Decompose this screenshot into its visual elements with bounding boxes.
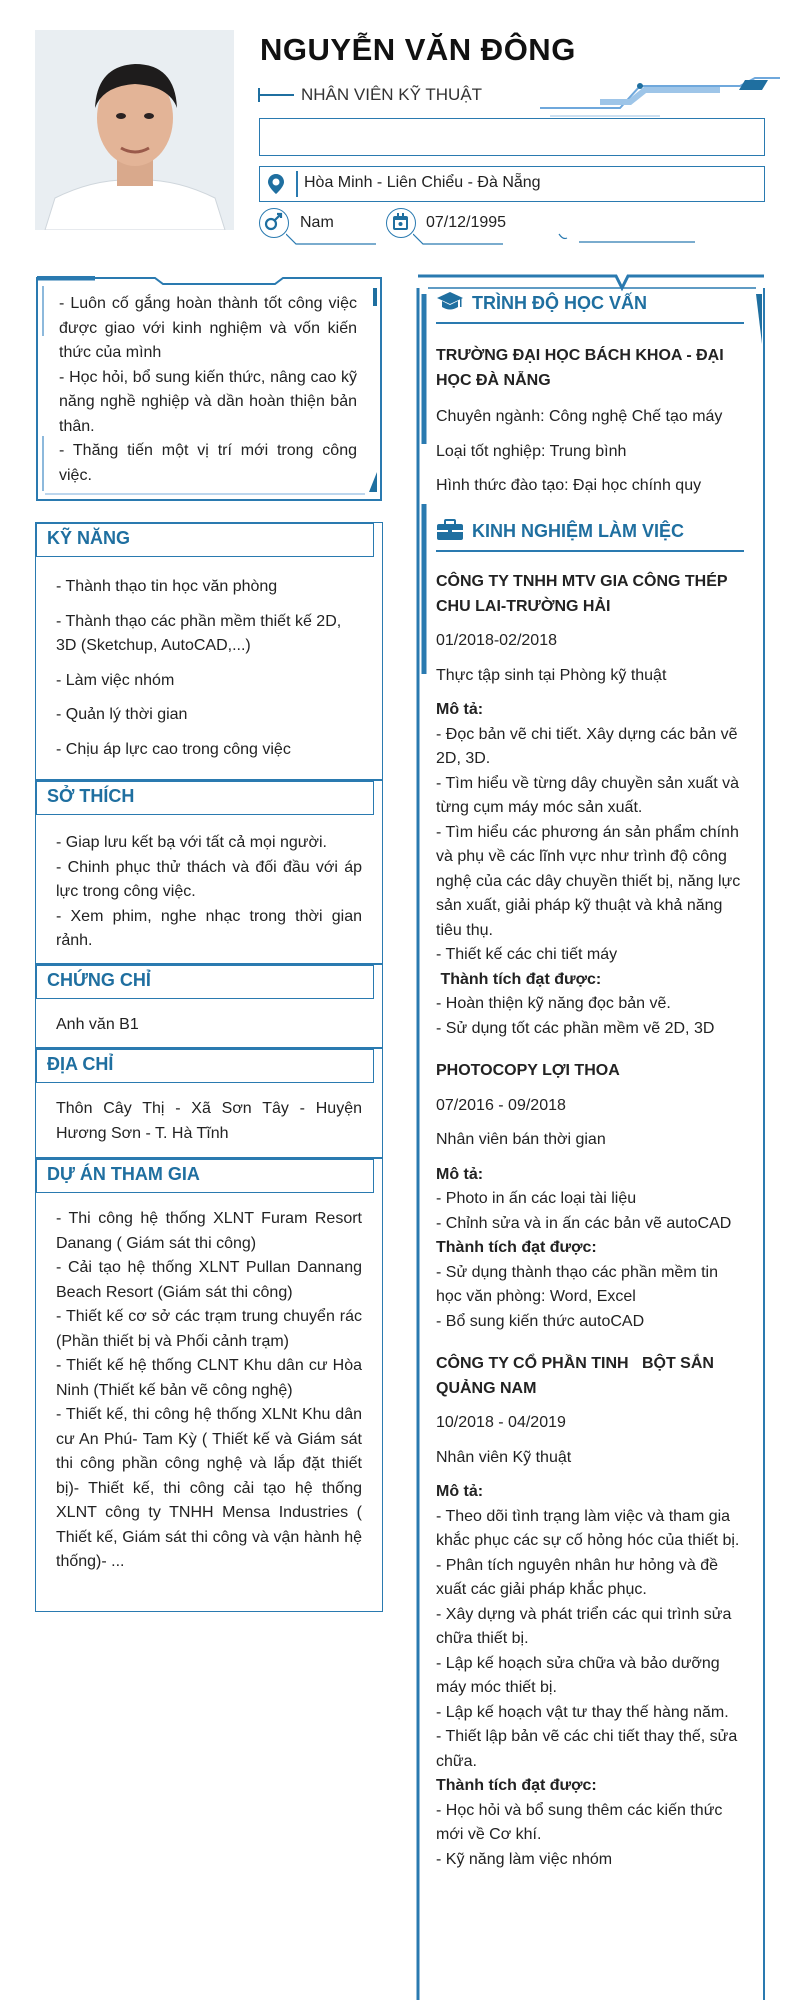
skills-list xyxy=(56,575,366,772)
project-item: - Thiết kế hệ thống CLNT Khu dân cư Hòa Ninh (Thiết kế bản vẽ công nghệ) xyxy=(56,1357,362,1399)
location-pin-icon xyxy=(266,173,286,200)
birthday-underline xyxy=(413,232,503,246)
certificates-title-box xyxy=(36,965,374,999)
education-grade: Loại tốt nghiệp: Trung bình xyxy=(436,442,627,460)
hobby-item: - Giap lưu kết bạ với tất cả mọi người. xyxy=(56,834,327,851)
skill-item: - Làm việc nhóm xyxy=(56,671,175,689)
education-mode: Hình thức đào tạo: Đại học chính quy xyxy=(436,477,702,494)
objective-box xyxy=(35,276,383,502)
calendar-icon xyxy=(386,208,416,238)
projects-title: DỰ ÁN THAM GIA xyxy=(47,1164,200,1184)
projects-title-box xyxy=(36,1159,374,1193)
experience-title: KINH NGHIỆM LÀM VIỆC xyxy=(472,521,685,541)
project-item: - Thiết kế, thi công hệ thống XLNt Khu dân cư An Phú- Tam Kỳ ( Thiết kế và Giám sát thi công phần công nghệ và lắp đặt thiết bị)- Thiết kế, thi công cải tạo hệ thống XLNT công ty TNHH Mensa Industries ( Thiết kế, Giám sát thi công và vận hành hệ thống)- ... xyxy=(56,1406,362,1570)
address-title: ĐỊA CHỈ xyxy=(47,1054,114,1074)
projects-list xyxy=(56,1207,362,1575)
job-desc: - Đọc bản vẽ chi tiết. Xây dựng các bản vẽ 2D, 3D. - Tìm hiểu về từng dây chuyền sản xuất và từng cụm máy móc sản xuất. - Tìm hiểu các phương án sản phẩm chính và phụ về các lĩnh vực như trình độ công nghệ của các dây chuyền thiết bị, năng lực sản xuất, giải pháp kỹ thuật và khả năng tiêu thụ. - Thiết kế các chi tiết máy xyxy=(436,725,741,963)
project-item: - Thi công hệ thống XLNT Furam Resort Danang ( Giám sát thi công) xyxy=(56,1210,362,1252)
objective-line: - Thăng tiến một vị trí mới trong công việc. xyxy=(59,442,357,484)
skills-title: KỸ NĂNG xyxy=(47,528,131,548)
address-text: Hòa Minh - Liên Chiểu - Đà Nẵng xyxy=(304,174,541,191)
experience-item xyxy=(436,570,744,1041)
hobbies-list xyxy=(56,831,362,954)
job-company: PHOTOCOPY LỢI THOA xyxy=(436,1062,620,1079)
job-ach: - Học hỏi và bổ sung thêm các kiến thức mới về Cơ khí. - Kỹ năng làm việc nhóm xyxy=(436,1801,723,1868)
education-block xyxy=(436,344,736,499)
objective-text xyxy=(59,292,357,488)
experience-item xyxy=(436,1059,744,1334)
job-ach: - Sử dụng thành thạo các phần mềm tin học văn phòng: Word, Excel - Bổ sung kiến thức autoCAD xyxy=(436,1263,718,1330)
job-period: 01/2018-02/2018 xyxy=(436,632,557,649)
job-position: Nhân viên Kỹ thuật xyxy=(436,1448,572,1466)
experience-rule xyxy=(436,550,744,552)
experience-item xyxy=(436,1352,744,1872)
skill-item: - Thành thạo tin học văn phòng xyxy=(56,578,278,595)
contact-blank-field xyxy=(259,118,765,156)
job-desc-label: Mô tả: xyxy=(436,1165,484,1183)
education-school: TRƯỜNG ĐẠI HỌC BÁCH KHOA - ĐẠI HỌC ĐÀ NẴNG xyxy=(436,347,724,389)
graduation-cap-icon xyxy=(436,290,464,319)
address-title-box xyxy=(36,1049,374,1083)
education-rule xyxy=(436,322,744,324)
address-section xyxy=(35,1048,383,1158)
address-field xyxy=(259,166,765,202)
job-title: NHÂN VIÊN KỸ THUẬT xyxy=(301,85,483,104)
certificates-text: Anh văn B1 xyxy=(56,1016,139,1033)
education-title: TRÌNH ĐỘ HỌC VẤN xyxy=(472,293,647,313)
job-period: 07/2016 - 09/2018 xyxy=(436,1096,566,1114)
job-company: CÔNG TY CỔ PHẦN TINH BỘT SẮN QUẢNG NAM xyxy=(436,1355,719,1397)
extra-underline xyxy=(555,232,695,246)
certificates-section xyxy=(35,964,383,1048)
education-major: Chuyên ngành: Công nghệ Chế tạo máy xyxy=(436,408,723,425)
projects-section xyxy=(35,1158,383,1612)
hobby-item: - Chinh phục thử thách và đối đầu với áp lực trong công việc. xyxy=(56,858,362,900)
objective-line: - Luôn cố gắng hoàn thành tốt công việc được giao với kinh nghiệm và vốn kiến thức của mình xyxy=(59,295,357,361)
job-ach-label: Thành tích đạt được: xyxy=(436,1777,597,1794)
project-item: - Cải tạo hệ thống XLNT Pullan Dannang Beach Resort (Giám sát thi công) xyxy=(56,1259,362,1301)
job-position: Thực tập sinh tại Phòng kỹ thuật xyxy=(436,666,667,684)
job-period: 10/2018 - 04/2019 xyxy=(436,1414,566,1431)
experience-list xyxy=(436,570,744,1872)
gender-icon xyxy=(259,208,289,238)
hobbies-title: SỞ THÍCH xyxy=(47,786,135,806)
job-desc: - Theo dõi tình trạng làm việc và tham gia khắc phục các sự cố hỏng hóc của thiết bị. - Phân tích nguyên nhân hư hỏng và đề xuất các giải pháp khắc phục. - Xây dựng và phát triển các qui trình sửa chữa thiết bị. - Lập kế hoạch sửa chữa và bảo dưỡng máy móc thiết bị. - Lập kế hoạch vật tư thay thế hàng năm. - Thiết lập bản vẽ các chi tiết thay thế, sửa chữa. xyxy=(436,1507,740,1770)
candidate-name: NGUYỄN VĂN ĐÔNG xyxy=(260,32,576,67)
address-section-text: Thôn Cây Thị - Xã Sơn Tây - Huyện Hương Sơn - T. Hà Tĩnh xyxy=(56,1100,362,1142)
briefcase-icon xyxy=(436,518,464,547)
job-ach-label: Thành tích đạt được: xyxy=(436,1239,597,1256)
skill-item: - Chịu áp lực cao trong công việc xyxy=(56,740,291,758)
birthday-text: 07/12/1995 xyxy=(426,214,507,231)
job-position: Nhân viên bán thời gian xyxy=(436,1131,606,1148)
objective-line: - Học hỏi, bổ sung kiến thức, nâng cao kỹ năng nghề nghiệp và dần hoàn thiện bản thân. xyxy=(59,368,357,435)
skills-title-box xyxy=(36,523,374,557)
header-decoration xyxy=(540,72,780,120)
skills-section xyxy=(35,522,383,780)
gender-text: Nam xyxy=(300,214,334,231)
job-ach-label: Thành tích đạt được: xyxy=(436,970,602,988)
job-desc: - Photo in ấn các loại tài liệu - Chỉnh sửa và in ấn các bản vẽ autoCAD xyxy=(436,1190,732,1232)
address-divider xyxy=(296,171,298,197)
hobbies-title-box xyxy=(36,781,374,815)
project-item: - Thiết kế cơ sở các trạm trung chuyển rác (Phần thiết bị và Phối cảnh trạm) xyxy=(56,1308,362,1350)
avatar xyxy=(35,30,234,230)
certificates-title: CHỨNG CHỈ xyxy=(47,970,151,990)
hobbies-section xyxy=(35,780,383,964)
title-decoration-line xyxy=(258,94,294,96)
gender-underline xyxy=(286,232,376,246)
skill-item: - Quản lý thời gian xyxy=(56,706,188,723)
job-desc-label: Mô tả: xyxy=(436,1483,484,1500)
job-ach: - Hoàn thiện kỹ năng đọc bản vẽ. - Sử dụng tốt các phần mềm vẽ 2D, 3D xyxy=(436,995,715,1037)
skill-item: - Thành thạo các phần mềm thiết kế 2D, 3D (Sketchup, AutoCAD,...) xyxy=(56,612,342,654)
job-desc-label: Mô tả: xyxy=(436,701,484,718)
job-company: CÔNG TY TNHH MTV GIA CÔNG THÉP CHU LAI-TRƯỜNG HẢI xyxy=(436,573,728,615)
hobby-item: - Xem phim, nghe nhạc trong thời gian rảnh. xyxy=(56,907,362,949)
